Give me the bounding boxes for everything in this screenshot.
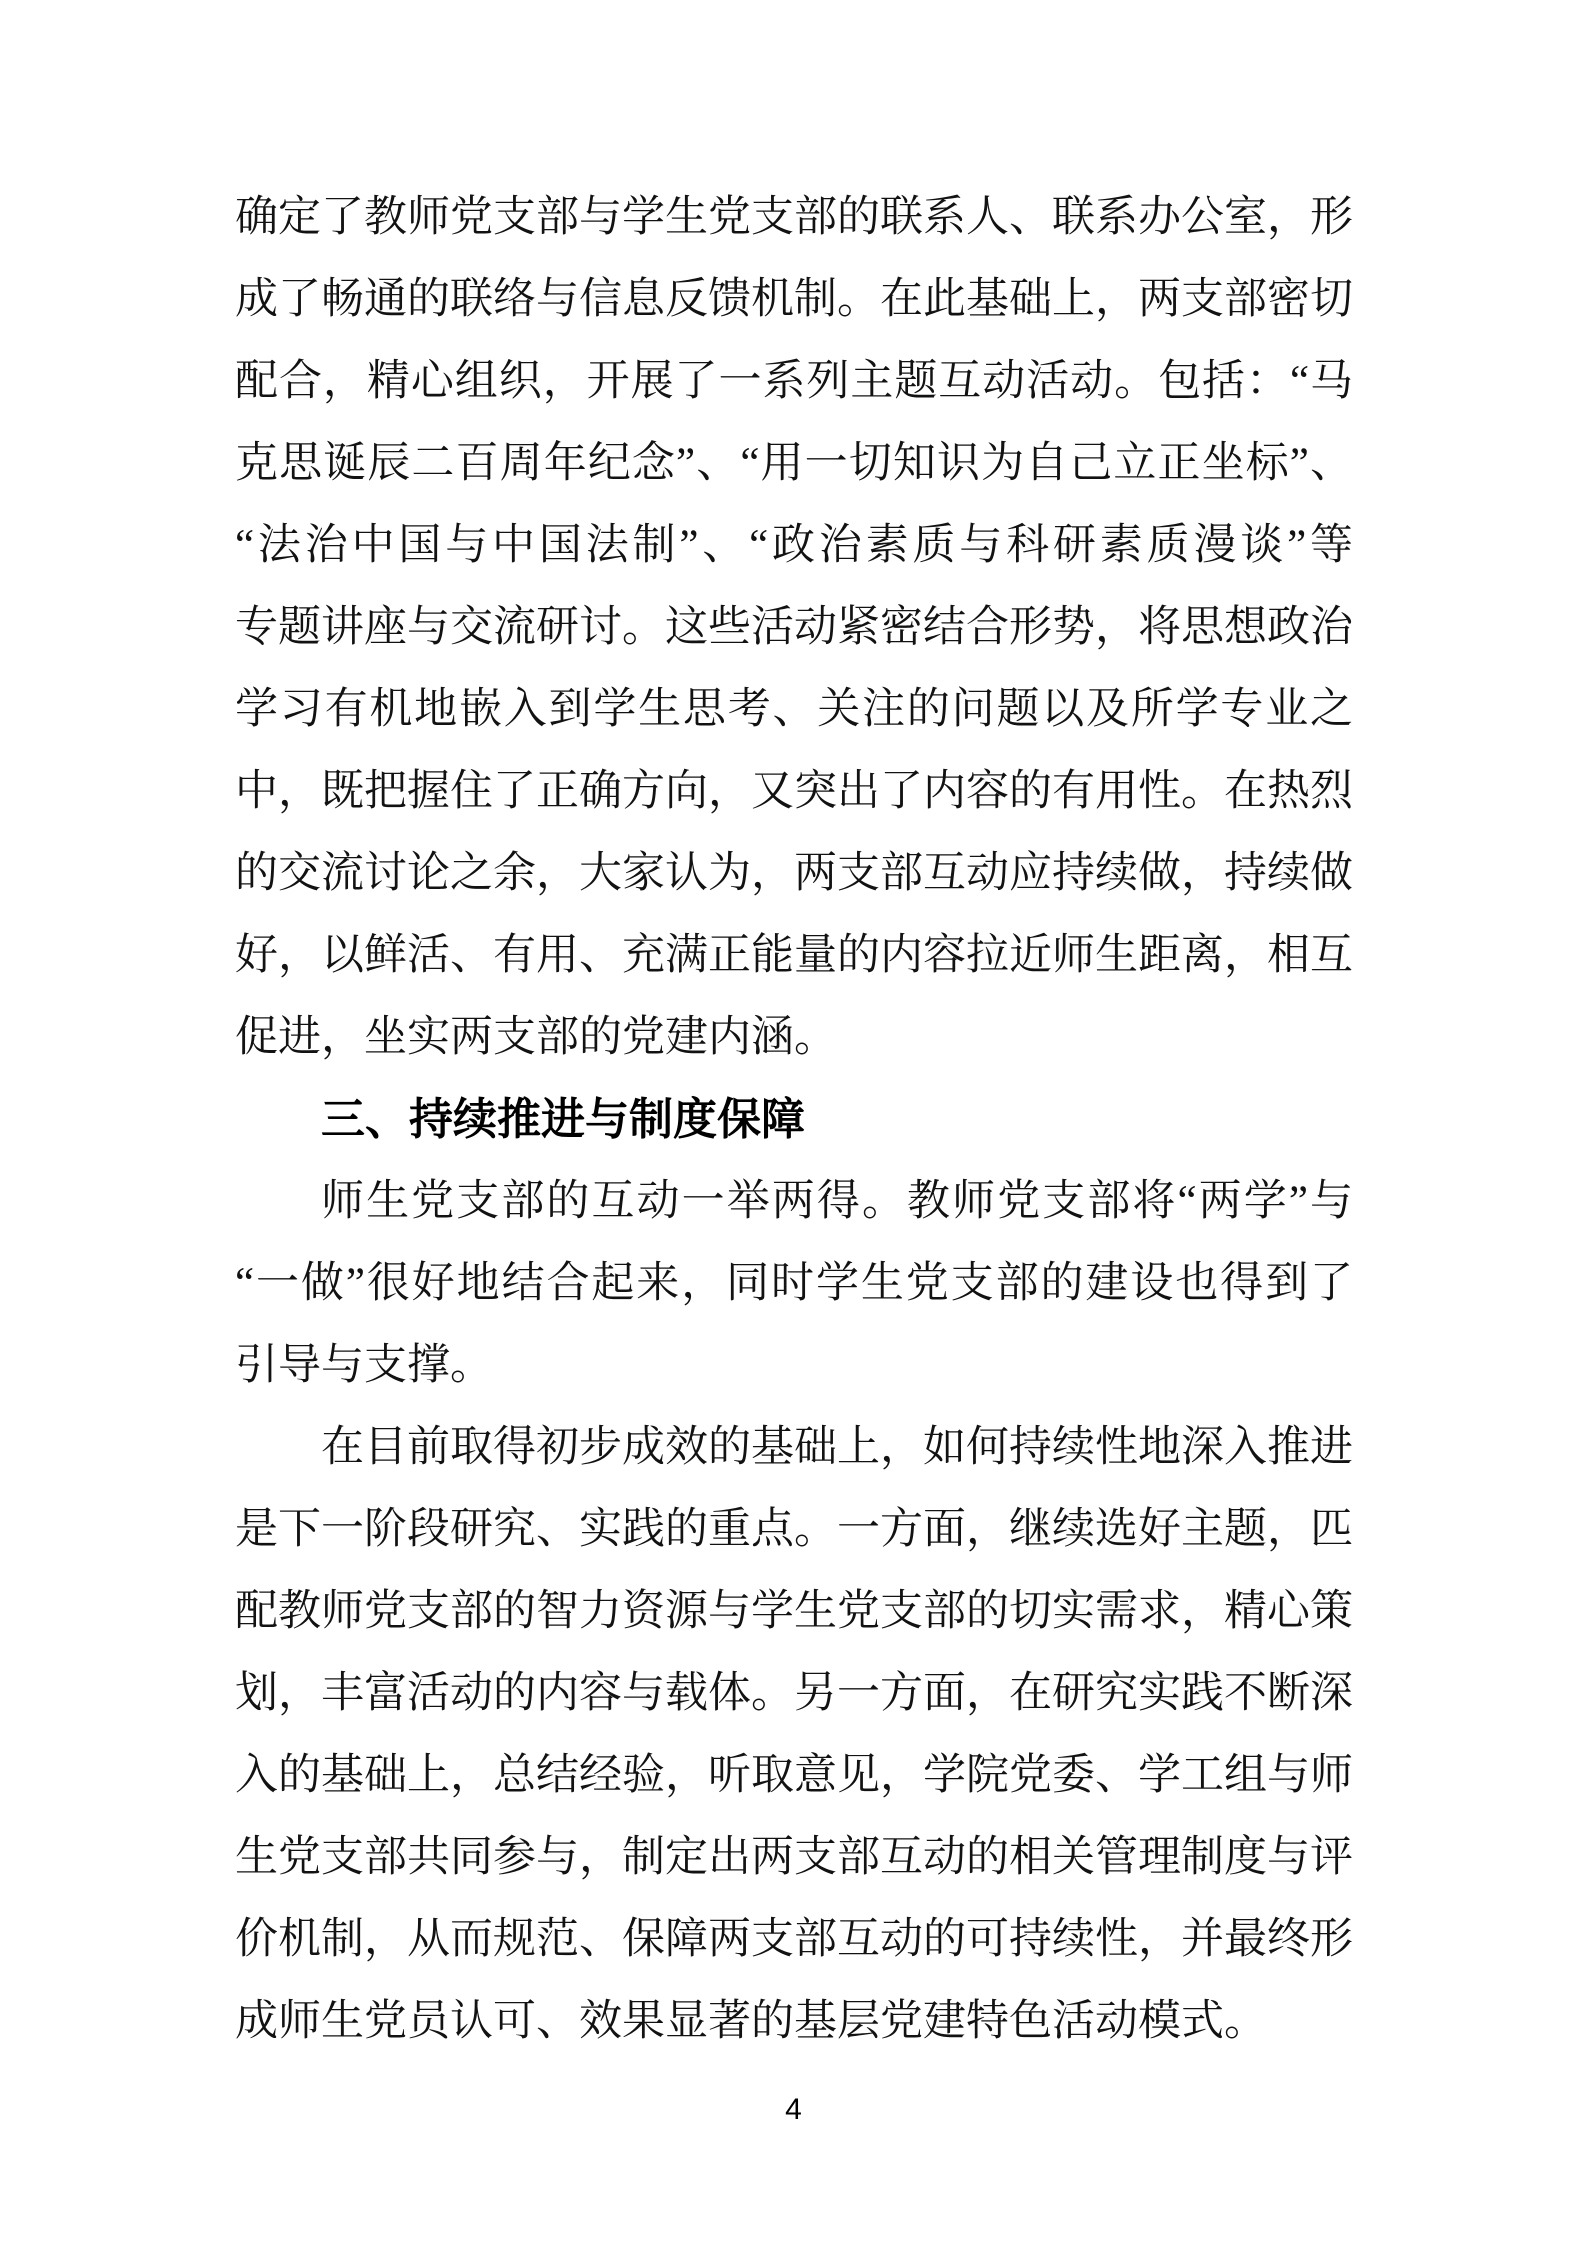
text-line: 成师生党员认可、效果显著的基层党建特色活动模式。: [235, 1998, 1267, 2045]
text-line: 的交流讨论之余，大家认为，两支部互动应持续做，持续做: [235, 850, 1353, 897]
text-line: 生党支部共同参与，制定出两支部互动的相关管理制度与评: [235, 1834, 1353, 1881]
text-line: 入的基础上，总结经验，听取意见，学院党委、学工组与师: [235, 1752, 1353, 1799]
text-line: 成了畅通的联络与信息反馈机制。在此基础上，两支部密切: [235, 276, 1353, 323]
text-line: 确定了教师党支部与学生党支部的联系人、联系办公室，形: [235, 194, 1353, 241]
text-line: 配教师党支部的智力资源与学生党支部的切实需求，精心策: [235, 1588, 1353, 1635]
text-line: 是下一阶段研究、实践的重点。一方面，继续选好主题，匹: [235, 1506, 1353, 1553]
text-line: 引导与支撑。: [235, 1342, 493, 1389]
text-line: “一做”很好地结合起来，同时学生党支部的建设也得到了: [235, 1260, 1353, 1307]
text-line: 学习有机地嵌入到学生思考、关注的问题以及所学专业之: [235, 686, 1353, 733]
text-line: 促进，坐实两支部的党建内涵。: [235, 1014, 837, 1061]
page-number: 4: [785, 2093, 802, 2126]
text-line: 配合，精心组织，开展了一系列主题互动活动。包括：“马: [235, 358, 1353, 405]
section-heading: 三、持续推进与制度保障: [321, 1095, 805, 1144]
text-line: 在目前取得初步成效的基础上，如何持续性地深入推进: [321, 1424, 1353, 1471]
text-line: 专题讲座与交流研讨。这些活动紧密结合形势，将思想政治: [235, 604, 1353, 651]
document-body: [235, 177, 1353, 2063]
text-line: 划，丰富活动的内容与载体。另一方面，在研究实践不断深: [235, 1670, 1353, 1717]
text-line: 克思诞辰二百周年纪念”、“用一切知识为自己立正坐标”、: [235, 440, 1353, 487]
text-line: 好，以鲜活、有用、充满正能量的内容拉近师生距离，相互: [235, 932, 1353, 979]
text-line: “法治中国与中国法制”、“政治素质与科研素质漫谈”等: [235, 522, 1353, 569]
text-line: 价机制，从而规范、保障两支部互动的可持续性，并最终形: [235, 1916, 1353, 1963]
text-line: 师生党支部的互动一举两得。教师党支部将“两学”与: [321, 1178, 1353, 1225]
text-line: 中，既把握住了正确方向，又突出了内容的有用性。在热烈: [235, 768, 1353, 815]
